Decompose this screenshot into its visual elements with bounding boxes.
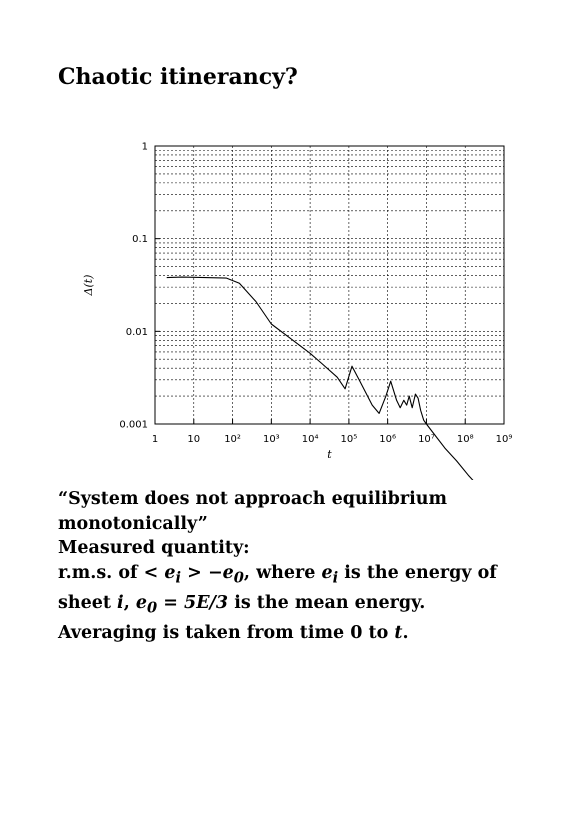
slide-title: Chaotic itinerancy?: [58, 64, 298, 90]
x-tick-label: 10⁴: [301, 434, 319, 445]
math-ei: $e_i$: [321, 562, 339, 586]
y-tick-label: 1: [141, 141, 148, 153]
x-tick-label: 10⁹: [495, 434, 513, 445]
x-tick-label: 10⁶: [379, 434, 397, 445]
y-tick-label: 0.1: [132, 234, 148, 246]
axis-ticks: [119, 142, 512, 446]
y-tick-label: 0.001: [119, 419, 148, 431]
math-t: t: [394, 622, 403, 643]
x-tick-label: 1: [151, 434, 159, 445]
quote-text: “System does not approach equilibrium monotonically”: [58, 489, 448, 534]
math-mean-ei: < $e_i > -e_0$: [143, 562, 244, 586]
x-axis-label: t: [327, 448, 332, 461]
y-tick-label: 0.01: [125, 326, 148, 338]
x-tick-label: 10⁸: [456, 434, 474, 445]
plot-frame: [155, 146, 504, 424]
chart-grid: [155, 146, 504, 424]
slide-body: [58, 487, 528, 645]
measured-label: Measured quantity:: [58, 538, 250, 558]
x-tick-label: 10⁷: [418, 434, 435, 445]
measured-description: r.m.s. of < $e_i > -e_0$, where $e_i$ is the energy of sheet i, $e_0 = 5E/3$ is the mean energy. Averaging is taken from time 0 to t.: [58, 562, 497, 643]
y-axis-label: Δ(t): [82, 274, 95, 296]
math-i: i: [117, 592, 124, 613]
x-tick-label: 10: [187, 434, 201, 445]
math-e0: $e_0 = 5E/3$: [135, 592, 229, 616]
x-tick-label: 10³: [262, 434, 280, 445]
x-tick-label: 10⁵: [340, 434, 358, 445]
x-tick-label: 10²: [224, 434, 241, 445]
